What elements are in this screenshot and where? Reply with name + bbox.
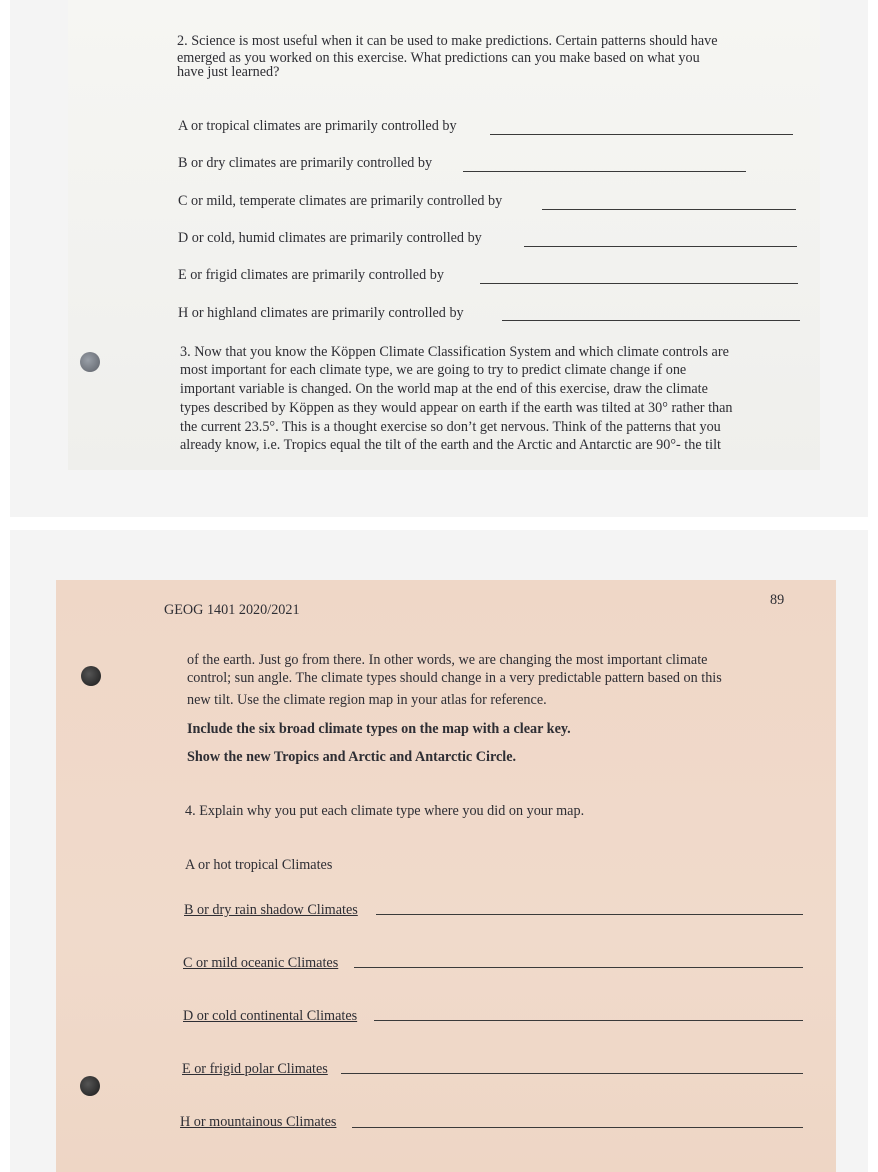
climate-type-a: A or hot tropical Climates <box>185 857 333 873</box>
question-3-line: already know, i.e. Tropics equal the tilt of the earth and the Arctic and Antarctic are 90°- the tilt <box>180 437 721 453</box>
question-2-line: 2. Science is most useful when it can be used to make predictions. Certain patterns should have <box>177 33 718 49</box>
question-2-line: have just learned? <box>177 64 280 80</box>
continuation-line: control; sun angle. The climate types should change in a very predictable pattern based on this <box>187 670 722 686</box>
binder-hole-icon <box>81 666 101 686</box>
answer-line-b[interactable] <box>463 171 746 172</box>
answer-line-d2[interactable] <box>374 1020 803 1021</box>
climate-type-c: C or mild oceanic Climates <box>183 955 339 971</box>
worksheet-page-89 <box>56 580 836 1172</box>
climate-type-d: D or cold continental Climates <box>183 1008 358 1024</box>
answer-line-c2[interactable] <box>354 967 803 968</box>
answer-line-h2[interactable] <box>352 1127 803 1128</box>
question-3-line: types described by Köppen as they would appear on earth if the earth was tilted at 30° rather than <box>180 400 733 416</box>
climate-prompt-c: C or mild, temperate climates are primarily controlled by <box>178 193 503 209</box>
answer-line-a[interactable] <box>490 134 793 135</box>
answer-line-c[interactable] <box>542 209 796 210</box>
instruction-circles: Show the new Tropics and Arctic and Antarctic Circle. <box>187 749 517 765</box>
question-4: 4. Explain why you put each climate type where you did on your map. <box>185 803 585 819</box>
climate-type-e: E or frigid polar Climates <box>182 1061 328 1077</box>
answer-line-d[interactable] <box>524 246 797 247</box>
question-3-line: the current 23.5°. This is a thought exercise so don’t get nervous. Think of the patterns that you <box>180 419 721 435</box>
climate-type-b: B or dry rain shadow Climates <box>184 902 358 918</box>
question-2-line: emerged as you worked on this exercise. What predictions can you make based on what you <box>177 50 700 66</box>
climate-prompt-b: B or dry climates are primarily controlled by <box>178 155 433 171</box>
page-number: 89 <box>770 592 785 608</box>
answer-line-e[interactable] <box>480 283 798 284</box>
climate-type-h: H or mountainous Climates <box>180 1114 337 1130</box>
binder-hole-icon <box>80 352 100 372</box>
climate-prompt-d: D or cold, humid climates are primarily controlled by <box>178 230 482 246</box>
question-3-line: important variable is changed. On the world map at the end of this exercise, draw the climate <box>180 381 708 397</box>
instruction-key: Include the six broad climate types on the map with a clear key. <box>187 721 571 737</box>
question-3-line: 3. Now that you know the Köppen Climate Classification System and which climate controls are <box>180 344 729 360</box>
continuation-line: new tilt. Use the climate region map in your atlas for reference. <box>187 692 547 708</box>
answer-line-e2[interactable] <box>341 1073 803 1074</box>
climate-prompt-h: H or highland climates are primarily controlled by <box>178 305 464 321</box>
continuation-line: of the earth. Just go from there. In other words, we are changing the most important climate <box>187 652 708 668</box>
answer-line-b2[interactable] <box>376 914 803 915</box>
question-3-line: most important for each climate type, we are going to try to predict climate change if one <box>180 362 687 378</box>
climate-prompt-a: A or tropical climates are primarily controlled by <box>178 118 457 134</box>
page-header: GEOG 1401 2020/2021 <box>164 602 300 618</box>
binder-hole-icon <box>80 1076 100 1096</box>
answer-line-h[interactable] <box>502 320 800 321</box>
climate-prompt-e: E or frigid climates are primarily controlled by <box>178 267 444 283</box>
